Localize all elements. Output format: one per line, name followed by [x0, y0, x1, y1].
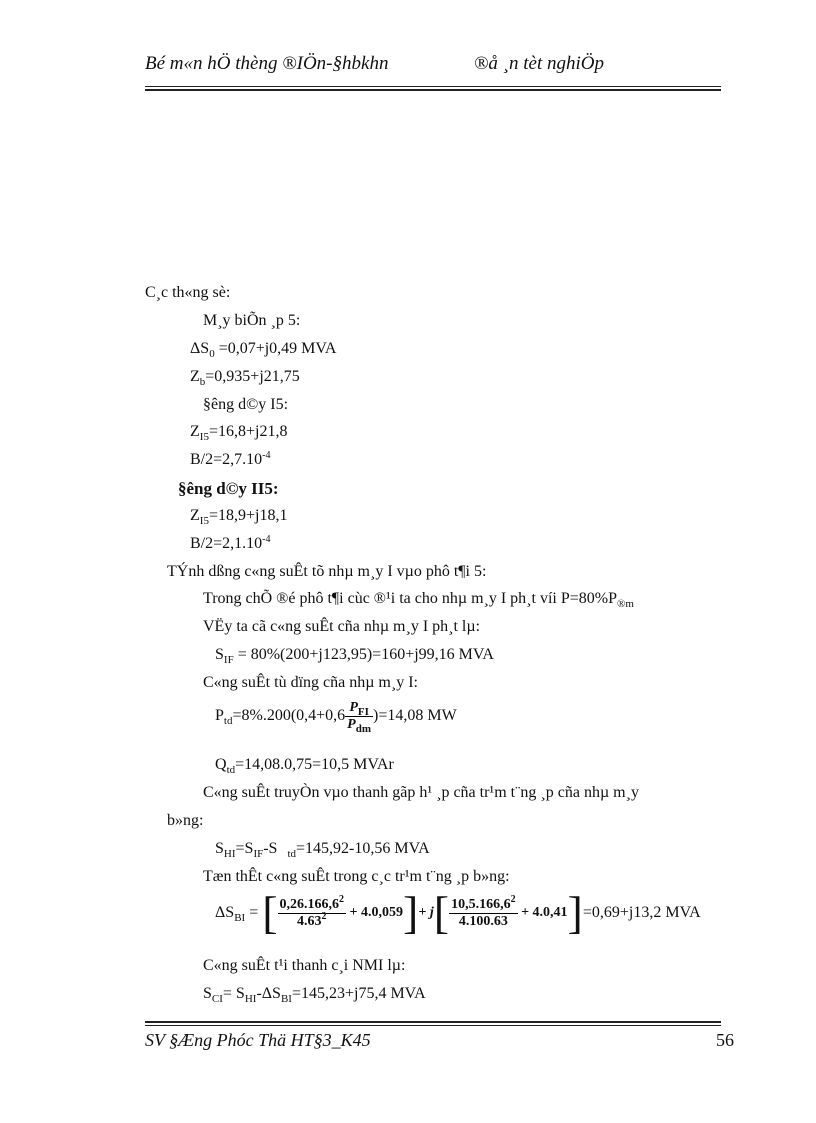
- b2-i5-value: $B/2=2,7.10^{-4}$: [190, 450, 271, 468]
- footer-rule-top: [145, 1021, 721, 1023]
- self-use-text: C«ng suÊt tù dïng cña nhµ m¸y I:: [203, 674, 418, 691]
- plant-output-text: VËy ta cã c«ng suÊt cña nhµ m¸y I ph¸t lµ:: [203, 618, 481, 635]
- line-i5-title: §êng d©y I5:: [203, 396, 289, 413]
- z-ii5-value: $Z_{I5}=18,9+j18,1$: [190, 507, 288, 527]
- header-left: Bé m«n hÖ thèng ®IÖn-§hbkhn: [145, 53, 389, 74]
- header-right: ®å ¸n tèt nghiÖp: [474, 53, 605, 74]
- params-heading: C¸c th«ng sè:: [145, 284, 231, 301]
- shi-value: $S_{HI}=S_{IF}-S$ $_{td}$=145,92-10,56 MVA: [215, 840, 430, 860]
- page-number: 56: [716, 1030, 734, 1050]
- bus-power-text: C«ng suÊt t¹i thanh c¸i NMI lµ:: [203, 957, 406, 974]
- loss-text: Tæn thÊt c«ng suÊt trong c¸c tr¹m t¨ng ¸p b»ng:: [203, 868, 510, 885]
- max-load-text: Trong chÕ ®é phô t¶i cùc ®¹i ta cho nhµ m¸y I ph¸t víi $P=80\%P_{®m}$: [203, 590, 634, 610]
- qtd-value: $Q_{td}=14,08.0,75=10,5$ MVAr: [215, 756, 394, 776]
- loss-formula: $\Delta S_{BI}$ = [ $\frac{0,26.166,6^2}{4.63^2}$ + 4.0,059]+ j[ $\frac{10,5.166,6^2}{4.100.63}$ + 4.0,41]=0,69+j13,2 MVA: [215, 887, 701, 938]
- transformer-title: M¸y biÕn ¸p 5:: [203, 312, 301, 329]
- b2-ii5-value: $B/2=2,1.10^{-4}$: [190, 534, 271, 552]
- sif-value: $S_{IF} = 80\%(200+j123,95)=160+j99,16$ MVA: [215, 646, 494, 666]
- delta-s0: $\Delta S_0 =0,07+j0,49$ MVA: [190, 340, 337, 360]
- calc-heading: TÝnh dßng c«ng suÊt tõ nhµ m¸y I vµo phô t¶i 5:: [167, 563, 487, 580]
- header-rule-bottom: [145, 89, 721, 91]
- footer-rule-bottom: [145, 1025, 721, 1026]
- sci-value: $S_{CI}= S_{HI}-\Delta S_{BI}=145,23+j75,4$ MVA: [203, 985, 426, 1005]
- transfer-text-end: b»ng:: [167, 812, 204, 829]
- ptd-formula: $P_{td}=8\%.200(0,4+0,6$ $\frac{P_{FI}}{P_{dm}}$ )=14,08 MW: [215, 700, 457, 735]
- header-rule-top: [145, 86, 721, 87]
- transfer-text: C«ng suÊt truyÒn vµo thanh gãp h¹ ¸p cña tr¹m t¨ng ¸p cña nhµ m¸y: [203, 784, 639, 801]
- footer-author: SV §Æng Phóc Thä HT§3_K45: [145, 1030, 371, 1050]
- zb-value: $Z_b=0,935+j21,75$: [190, 368, 300, 388]
- z-i5-value: $Z_{I5}=16,8+j21,8$: [190, 423, 288, 443]
- line-ii5-title: §êng d©y II5:: [178, 479, 279, 498]
